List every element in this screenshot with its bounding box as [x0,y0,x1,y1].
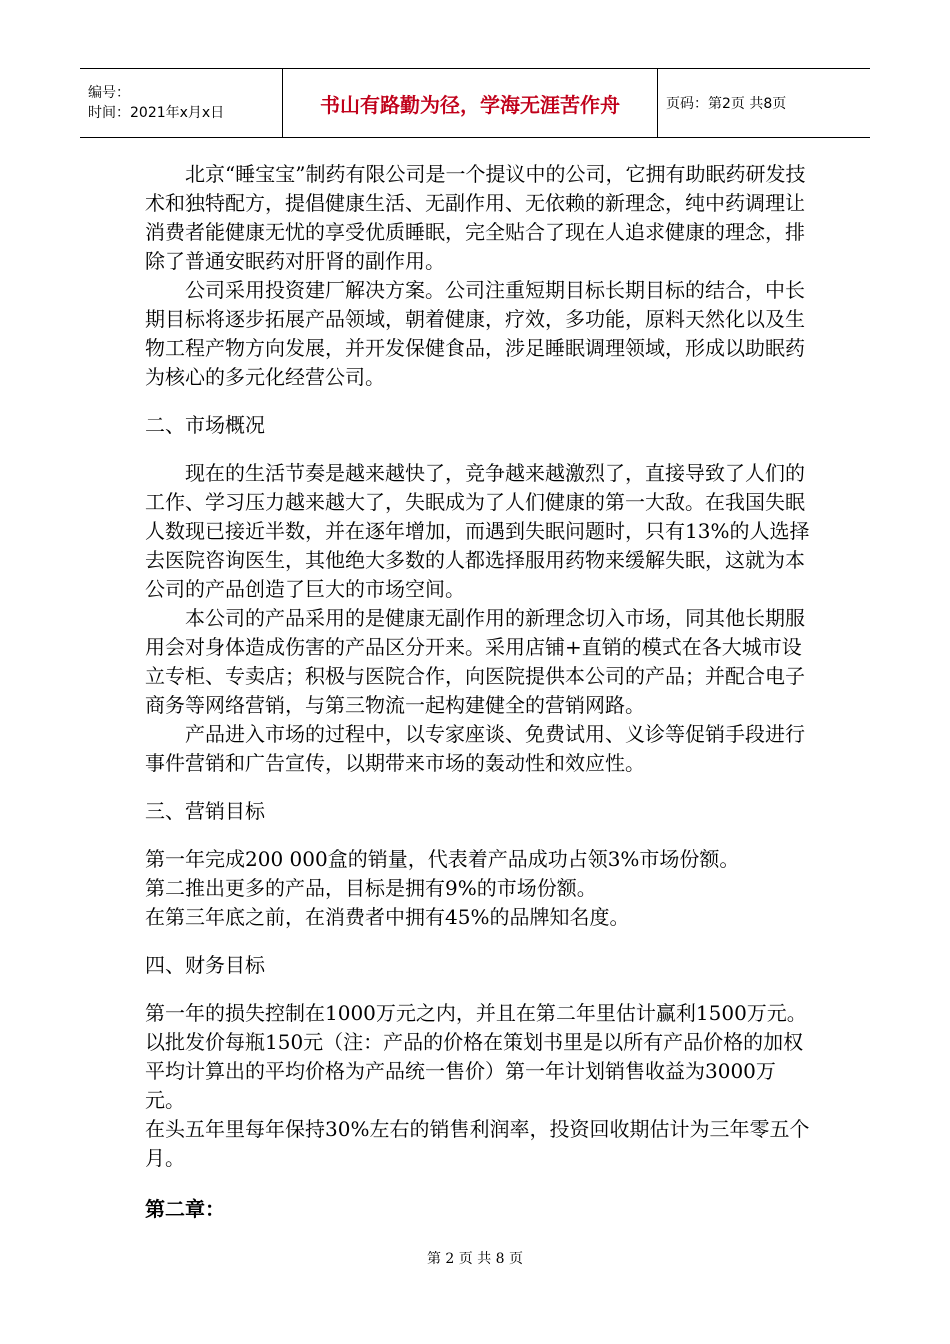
page-footer [0,1248,950,1268]
financial-goal-2: 以批发价每瓶150元（注：产品的价格在策划书里是以所有产品价格的加权平均计算出的平均价格为产品统一售价）第一年计划销售收益为3000万元。 [145,1030,804,1112]
financial-goal-3: 在头五年里每年保持30%左右的销售利润率，投资回收期估计为三年零五个月。 [145,1117,810,1170]
intro-paragraph-1: 北京“睡宝宝”制药有限公司是一个提议中的公司，它拥有助眠药研发技术和独特配方，提倡健康生活、无副作用、无依赖的新理念，纯中药调理让消费者能健康无忧的享受优质睡眠，完全贴合了现在人追求健康的理念，排除了普通安眠药对肝肾的副作用。 [145,162,806,273]
marketing-goal-1: 第一年完成200 000盒的销量，代表着产品成功占领3%市场份额。 [145,847,740,871]
header-page-cell [658,69,870,137]
marketing-goal-3: 在第三年底之前，在消费者中拥有45%的品牌知名度。 [145,905,630,929]
marketing-goal-2: 第二推出更多的产品，目标是拥有9%的市场份额。 [145,876,597,900]
page-header [80,68,870,138]
market-paragraph-1: 现在的生活节奏是越来越快了，竞争越来越激烈了，直接导致了人们的工作、学习压力越来越大了，失眠成为了人们健康的第一大敌。在我国失眠人数现已接近半数，并在逐年增加，而遇到失眠问题时，只有13%的人选择去医院咨询医生，其他绝大多数的人都选择服用药物来缓解失眠，这就为本公司的产品创造了巨大的市场空间。 [145,461,810,601]
footer-page-number: 第 2 页 共 8 页 [426,1251,524,1267]
header-number-label: 编号： [88,85,130,101]
market-paragraph-3: 产品进入市场的过程中，以专家座谈、免费试用、义诊等促销手段进行事件营销和广告宣传，以期带来市场的轰动性和效应性。 [145,722,805,775]
document-body [145,160,810,1224]
header-meta [80,69,283,137]
header-page-info: 页码：第2页 共8页 [666,96,787,112]
intro-paragraph-2: 公司采用投资建厂解决方案。公司注重短期目标长期目标的结合，中长期目标将逐步拓展产品领域，朝着健康，疗效，多功能，原料天然化以及生物工程产物方向发展，并开发保健食品，涉足睡眠调理领域，形成以助眠药为核心的多元化经营公司。 [145,278,805,389]
section-heading-marketing-goals: 三、营销目标 [145,799,265,823]
section-heading-financial-goals: 四、财务目标 [145,953,265,977]
header-motto-cell [283,69,658,137]
market-paragraph-2: 本公司的产品采用的是健康无副作用的新理念切入市场，同其他长期服用会对身体造成伤害的产品区分开来。采用店铺+直销的模式在各大城市设立专柜、专卖店；积极与医院合作，向医院提供本公司的产品；并配合电子商务等网络营销，与第三物流一起构建健全的营销网路。 [145,606,805,717]
chapter-heading: 第二章： [145,1197,225,1221]
section-heading-market: 二、市场概况 [145,413,265,437]
financial-goal-1: 第一年的损失控制在1000万元之内，并且在第二年里估计赢利1500万元。 [145,1001,807,1025]
header-time-label: 时间：2021年x月x日 [88,105,225,121]
header-motto: 书山有路勤为径，学海无涯苦作舟 [320,92,620,117]
